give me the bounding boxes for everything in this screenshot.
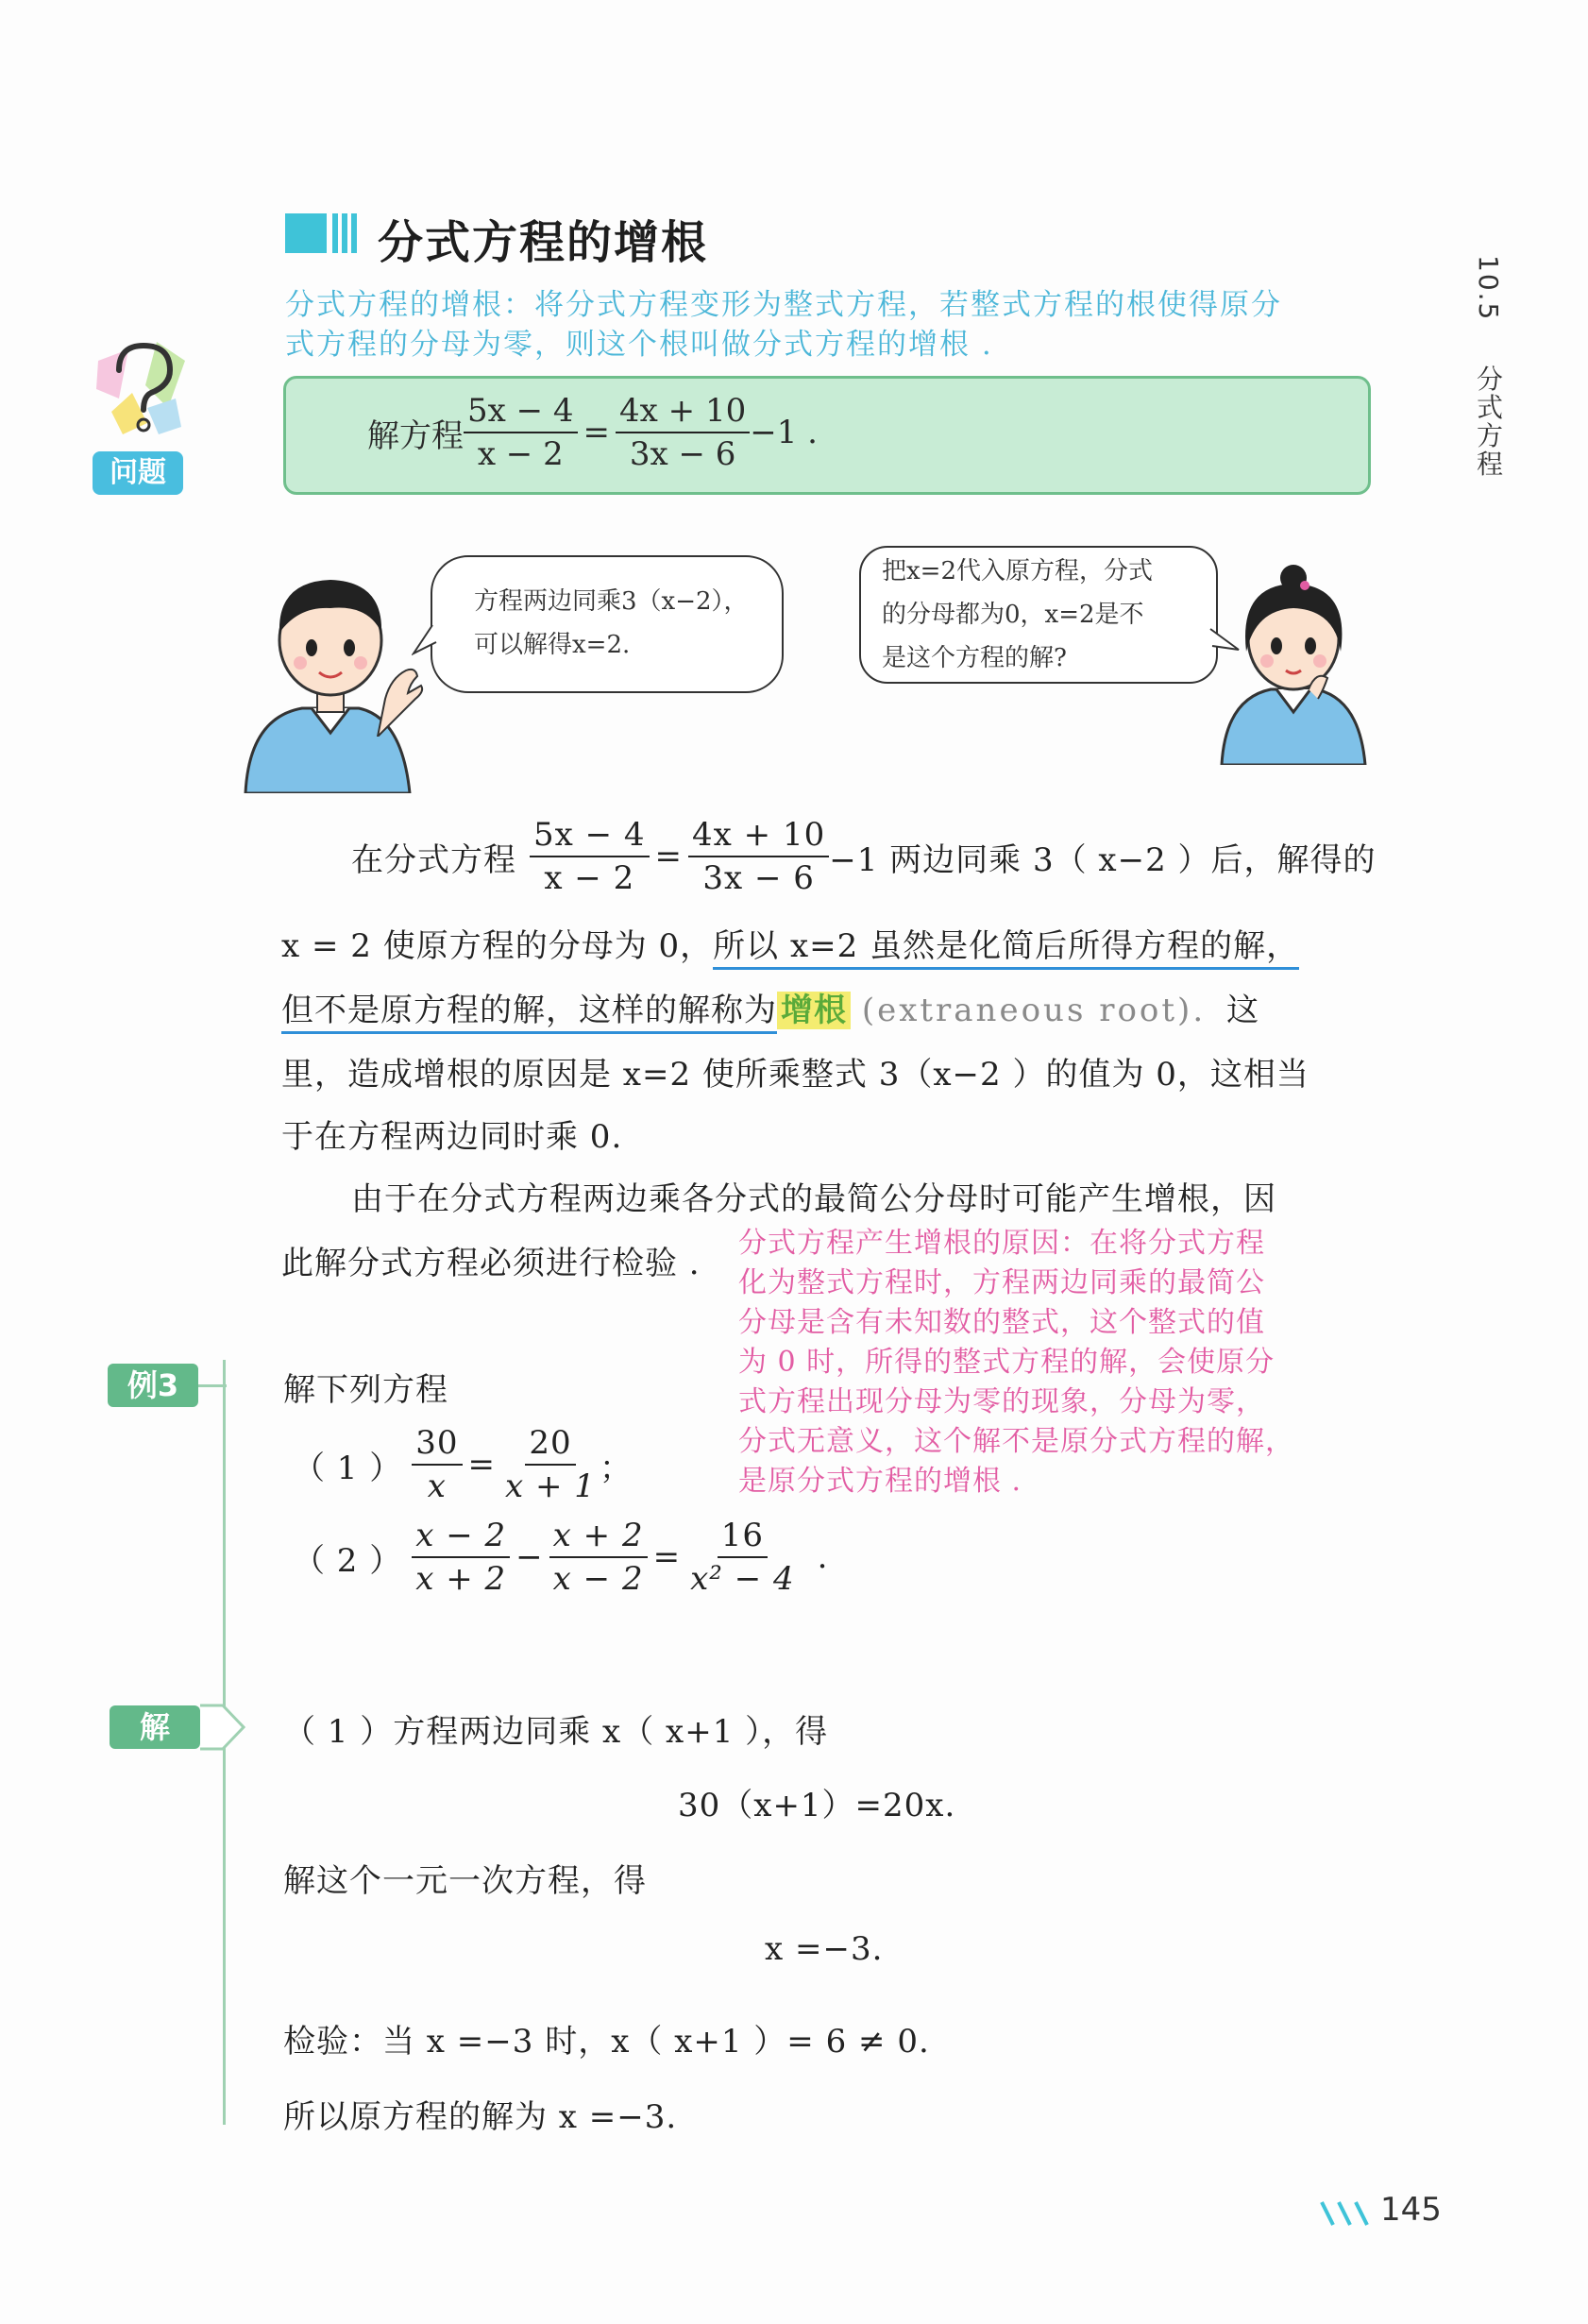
boy-bubble-line-2: 可以解得x=2. xyxy=(474,631,631,659)
para2-line2: 此解分式方程必须进行检验 . xyxy=(281,1245,701,1282)
para1-line1: 在分式方程 $\frac{5x - 4}{x - 2}$ = $\frac{4x + 10}{3x - 6}$ −1 两边同乘 3（ x−2 ）后，解得的 xyxy=(351,816,1377,897)
problem-box: 解方程 $\frac{5x - 4}{x - 2}$ = $\frac{4x + 10}{3x - 6}$ −1 . xyxy=(283,376,1371,495)
solution-line-1: （ 1 ）方程两边同乘 x（ x+1 ），得 xyxy=(283,1713,829,1751)
girl-bubble-line-1: 把x=2代入原方程，分式 xyxy=(882,557,1153,585)
solution-line-3: 解这个一元一次方程，得 xyxy=(283,1862,647,1900)
boy-bubble-tail xyxy=(412,623,440,661)
boy-bubble-line-1: 方程两边同乘3（x−2）， xyxy=(474,587,749,616)
problem-prefix: 解方程 xyxy=(367,416,464,455)
solution-line-4: x =−3. xyxy=(765,1930,884,1968)
question-mark-icon xyxy=(91,332,194,446)
side-tab-chapter: 10.5 xyxy=(1473,255,1504,322)
para1-fraction-1: $\frac{5x - 4}{x - 2}$ xyxy=(530,816,650,897)
para2-line1: 由于在分式方程两边乘各分式的最简公分母时可能产生增根，因 xyxy=(351,1180,1276,1218)
section-title-mark xyxy=(285,213,361,253)
example-eq2: （ 2 ） $\frac{x - 2}{x + 2}$ − $\frac{x + 2}{x - 2}$ = $\frac{16}{\text{x² − 4}}$ . xyxy=(293,1517,829,1598)
para1-line5: 于在方程两边同时乘 0. xyxy=(281,1118,623,1156)
solution-line-5: 检验：当 x =−3 时，x（ x+1 ）= 6 ≠ 0. xyxy=(283,2023,930,2061)
definition-line-1: 分式方程的增根：将分式方程变形为整式方程，若整式方程的根使得原分 xyxy=(285,288,1282,322)
solution-line-6: 所以原方程的解为 x =−3. xyxy=(283,2098,678,2136)
boy-speech-bubble xyxy=(431,555,784,693)
problem-tail: −1 . xyxy=(750,414,818,451)
section-title: 分式方程的增根 xyxy=(378,216,709,269)
question-badge: 问题 xyxy=(93,451,183,495)
key-sentence-part2: 但不是原方程的解，这样的解称为 xyxy=(281,992,777,1034)
margin-note: 分式方程产生增根的原因：在将分式方程 化为整式方程时，方程两边同乘的最简公 分母是含有未知数的整式，这个整式的值 为 0 时，所得的整式方程的解，会使原分 式方程出现分母为零的现象，分母为零， 分式无意义，这个解不是原分式方程的解， 是原分式方程的增根 . xyxy=(738,1227,1294,1498)
girl-bubble-line-3: 是这个方程的解? xyxy=(882,644,1067,672)
page-number: 145 xyxy=(1380,2191,1442,2229)
side-tab xyxy=(1469,255,1507,478)
term-highlight: 增根 xyxy=(777,992,851,1029)
solution-arrow-icon xyxy=(198,1704,245,1751)
solution-tag: 解 xyxy=(110,1705,200,1749)
para1-line4: 里，造成增根的原因是 x=2 使所乘整式 3（x−2 ）的值为 0，这相当 xyxy=(281,1056,1309,1094)
para1-fraction-2: $\frac{4x + 10}{3x - 6}$ xyxy=(688,816,829,897)
para1-line2: x = 2 使原方程的分母为 0，所以 x=2 虽然是化简后所得方程的解， xyxy=(281,920,1299,966)
term-english: (extraneous root). xyxy=(861,992,1207,1029)
girl-illustration xyxy=(1218,548,1369,765)
page-number-decoration-icon xyxy=(1318,2197,1375,2231)
girl-bubble-line-2: 的分母都为0，x=2是不 xyxy=(882,601,1144,629)
example-tag: 例3 xyxy=(108,1364,198,1407)
problem-lhs-fraction: $\frac{5x - 4}{x - 2}$ xyxy=(464,392,578,473)
solution-line-2: 30（x+1）=20x. xyxy=(678,1787,956,1824)
girl-speech-bubble xyxy=(859,546,1218,684)
para1-line3: 但不是原方程的解，这样的解称为 增根 (extraneous root). 这 xyxy=(281,984,1259,1030)
definition-line-2: 式方程的分母为零，则这个根叫做分式方程的增根 . xyxy=(285,328,993,362)
problem-rhs-fraction: $\frac{4x + 10}{3x - 6}$ xyxy=(616,392,750,473)
example-intro: 解下列方程 xyxy=(283,1371,448,1409)
boy-hand xyxy=(368,661,425,737)
key-sentence-part1: 所以 x=2 虽然是化简后所得方程的解， xyxy=(713,927,1299,970)
definition-note xyxy=(285,285,1371,365)
example-eq1: （ 1 ） $\frac{30}{x}$ = $\frac{20}{x + 1}$ ； xyxy=(293,1424,633,1505)
side-tab-name: 分式方程 xyxy=(1473,365,1504,479)
